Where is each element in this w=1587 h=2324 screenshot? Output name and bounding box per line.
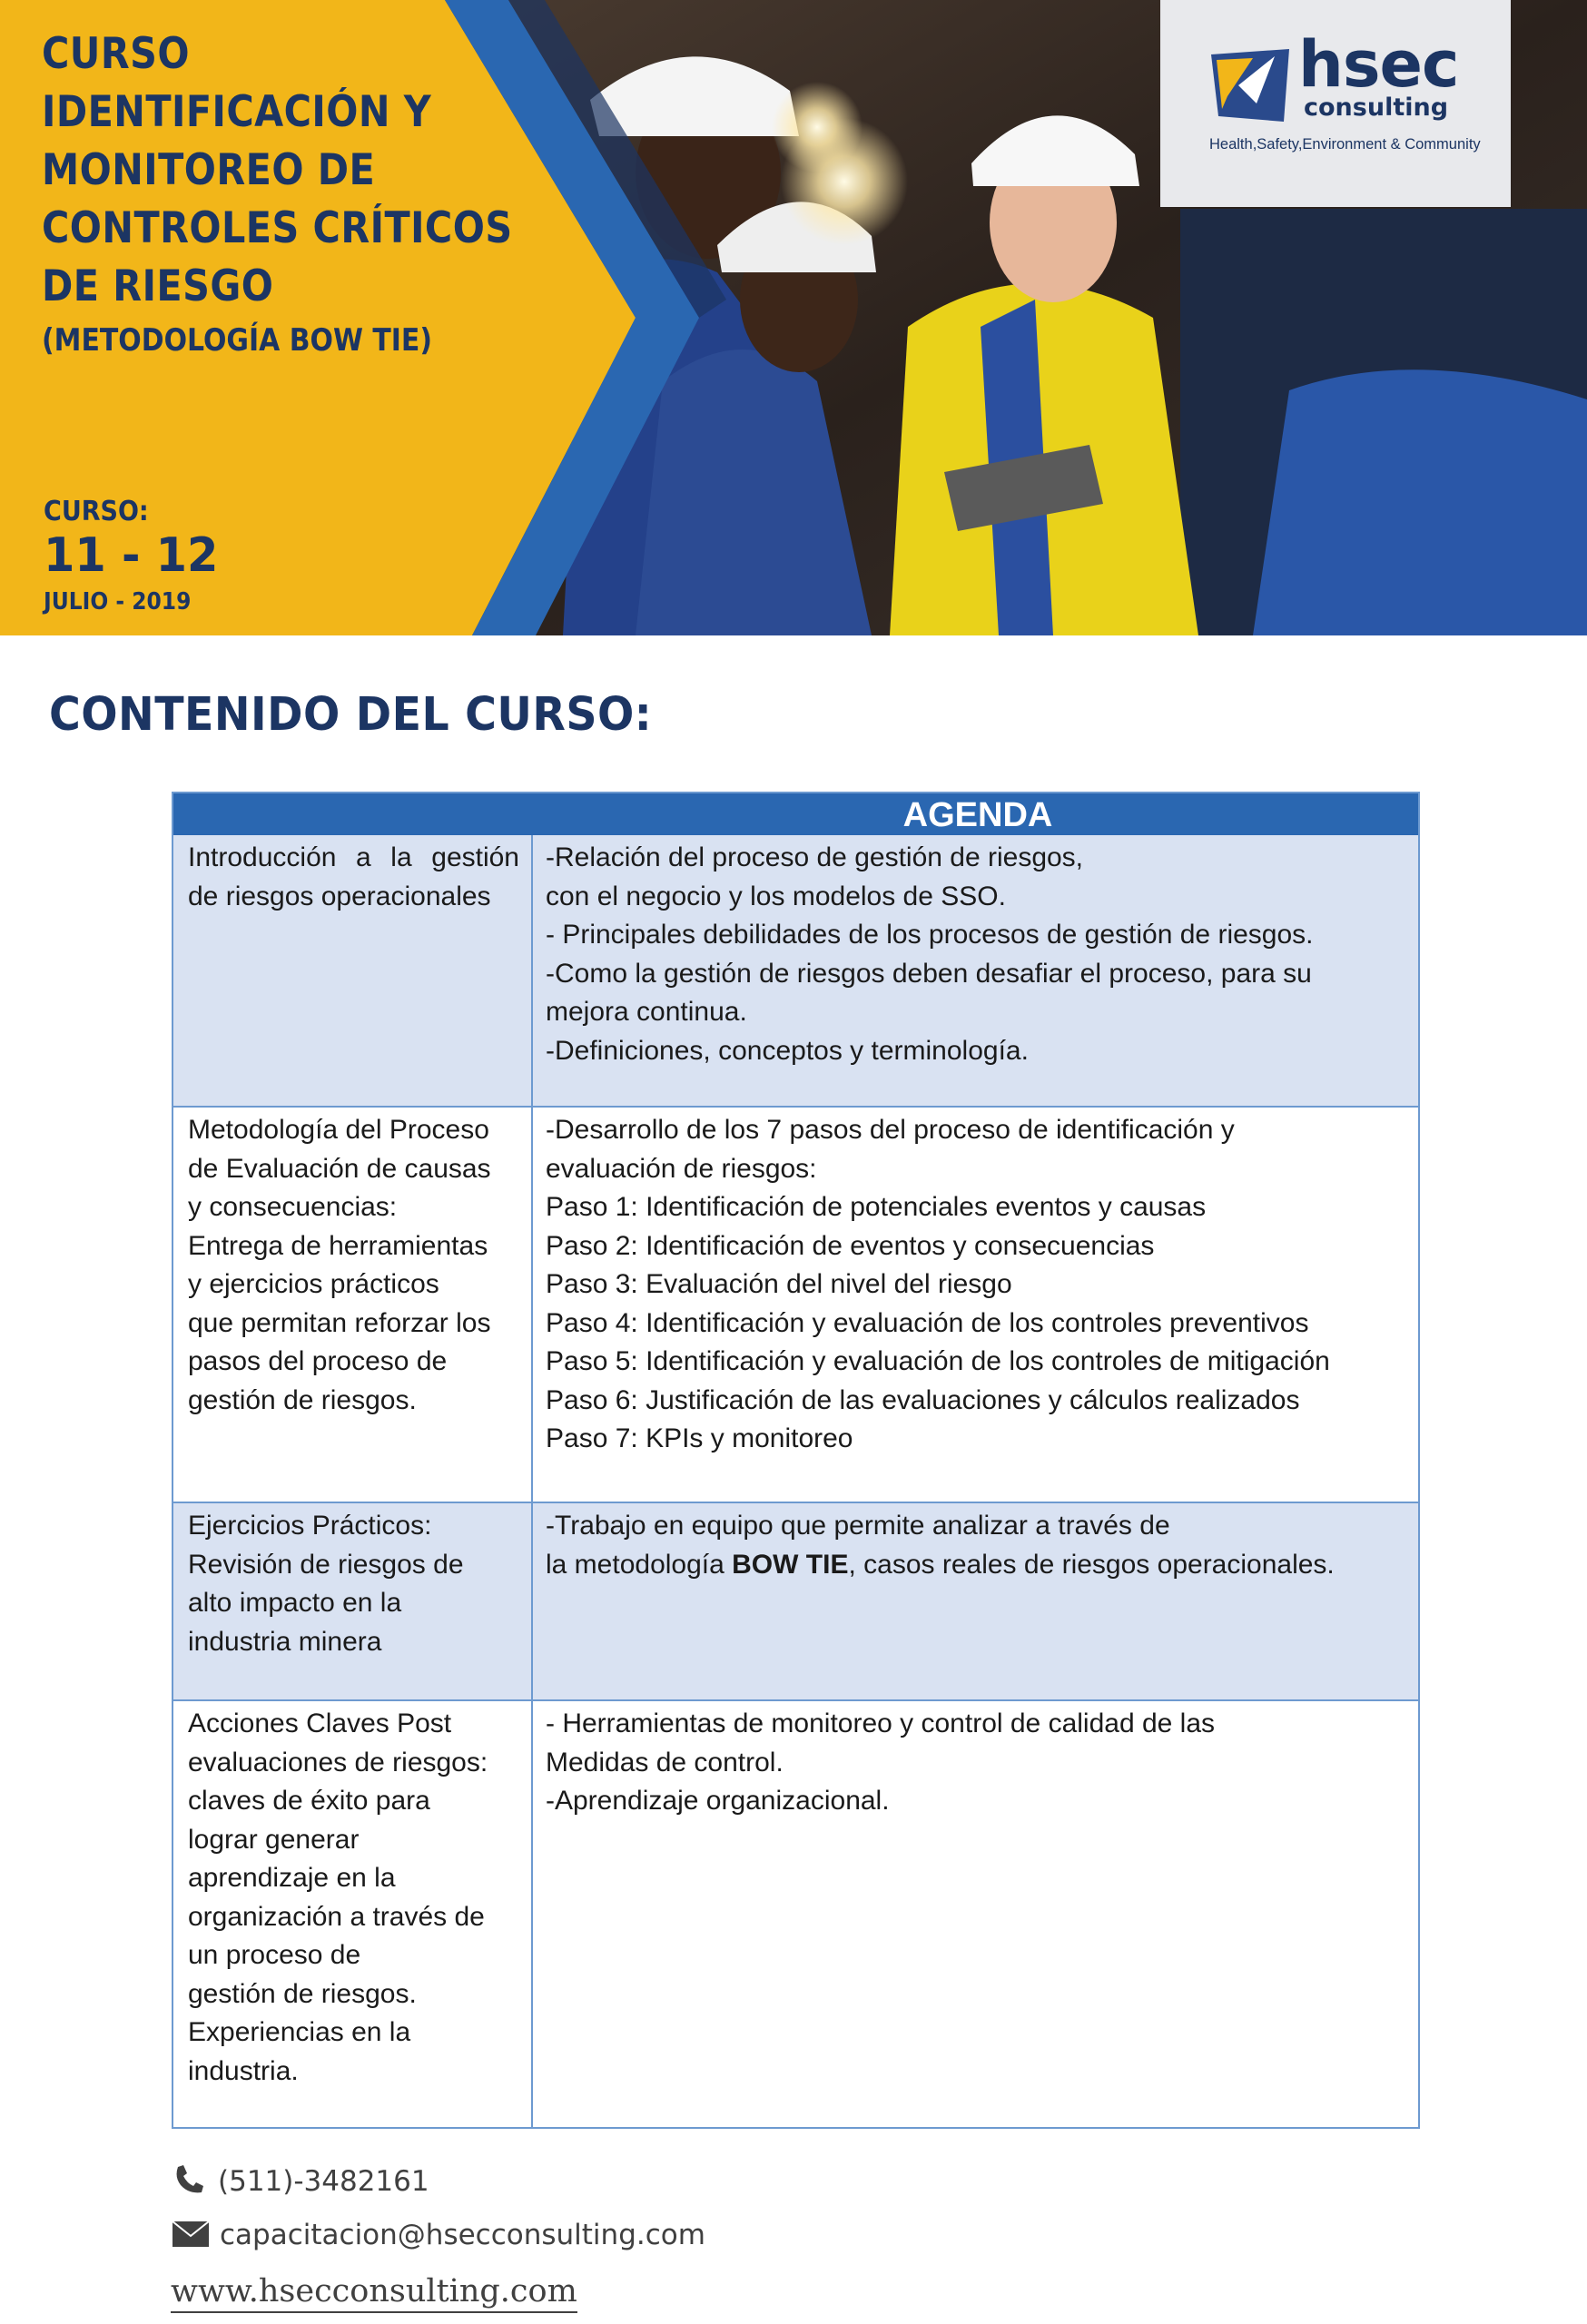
- topic-line: organización a través de: [188, 1901, 485, 1932]
- detail-line: - Principales debilidades de los procesos de gestión de riesgos.: [546, 920, 1314, 950]
- phone-icon: [172, 2163, 205, 2196]
- detail-line: -Aprendizaje organizacional.: [546, 1786, 890, 1816]
- topic-line: aprendizaje en la: [188, 1863, 396, 1893]
- table-row: [173, 1108, 1418, 1502]
- topic-line: lograr generar: [188, 1824, 360, 1855]
- topic-line: Experiencias en la: [188, 2017, 411, 2047]
- course-title: [42, 25, 550, 365]
- table-row: [173, 1701, 1418, 2127]
- topic-line: Entrega de herramientas: [188, 1230, 488, 1261]
- detail-line: Paso 2: Identificación de eventos y consecuencias: [546, 1230, 1155, 1261]
- detail-line: -Desarrollo de los 7 pasos del proceso de identificación y: [546, 1115, 1235, 1145]
- section-title: CONTENIDO DEL CURSO:: [49, 688, 653, 742]
- table-row: [173, 835, 1418, 1106]
- topic-line: de riesgos operacionales: [188, 881, 491, 911]
- detail-text: la metodología: [546, 1549, 733, 1580]
- topic-line: pasos del proceso de: [188, 1346, 448, 1376]
- detail-line: mejora continua.: [546, 997, 747, 1027]
- title-line: MONITOREO DE: [42, 145, 376, 195]
- topic-line: industria minera: [188, 1626, 382, 1657]
- topic-line: gestión de riesgos.: [188, 1978, 417, 2009]
- logo-tagline: Health,Safety,Environment & Community: [1209, 136, 1481, 153]
- hsec-logo-mark: [1211, 49, 1289, 122]
- logo-sub: consulting: [1304, 94, 1449, 122]
- topic-line: alto impacto en la: [188, 1588, 402, 1618]
- detail-line: Medidas de control.: [546, 1747, 784, 1777]
- detail-line: Paso 1: Identificación de potenciales eventos y causas: [546, 1192, 1207, 1222]
- course-month: JULIO - 2019: [44, 588, 192, 615]
- detail-line: -Como la gestión de riesgos deben desafiar el proceso, para su: [546, 958, 1312, 989]
- topic-line: gestión de riesgos.: [188, 1384, 417, 1415]
- topic-line: industria.: [188, 2055, 299, 2086]
- course-days: 11 - 12: [44, 528, 219, 583]
- topic-line: Acciones Claves Post: [188, 1709, 452, 1738]
- header-banner: [0, 0, 1587, 635]
- column-divider: [531, 835, 533, 2127]
- logo-name: hsec: [1298, 27, 1459, 102]
- title-line: IDENTIFICACIÓN Y: [42, 87, 432, 137]
- detail-line: Paso 4: Identificación y evaluación de los controles preventivos: [546, 1307, 1309, 1338]
- topic-line: evaluaciones de riesgos:: [188, 1747, 488, 1777]
- title-line: CURSO: [42, 29, 190, 79]
- row-detail: [546, 1111, 1417, 1459]
- phone-number[interactable]: (511)-3482161: [218, 2165, 429, 2198]
- detail-line: evaluación de riesgos:: [546, 1153, 817, 1184]
- detail-line: Paso 5: Identificación y evaluación de los controles de mitigación: [546, 1346, 1330, 1376]
- topic-line: Ejercicios Prácticos:: [188, 1511, 432, 1541]
- detail-line: -Trabajo en equipo que permite analizar a través de: [546, 1511, 1170, 1541]
- agenda-table: [172, 792, 1420, 2129]
- hsec-logo: [1160, 0, 1511, 207]
- footer-email: [172, 2219, 705, 2251]
- detail-line-mixed: [546, 1546, 1417, 1585]
- website-link[interactable]: www.hsecconsulting.com: [171, 2273, 577, 2313]
- detail-line: Paso 6: Justificación de las evaluaciones y cálculos realizados: [546, 1384, 1300, 1415]
- agenda-header: [173, 793, 1418, 835]
- title-line: DE RIESGO: [42, 261, 274, 311]
- detail-line: -Relación del proceso de gestión de riesgos,: [546, 842, 1084, 872]
- footer-phone: [172, 2163, 429, 2198]
- topic-line: Introducción a la gestión: [188, 842, 519, 872]
- email-link[interactable]: capacitacion@hsecconsulting.com: [220, 2219, 705, 2251]
- topic-line: un proceso de: [188, 1940, 361, 1970]
- topic-line: y ejercicios prácticos: [188, 1269, 439, 1299]
- topic-line: Metodología del Proceso: [188, 1115, 489, 1145]
- detail-line: Paso 3: Evaluación del nivel del riesgo: [546, 1269, 1012, 1299]
- bow-tie-label: BOW TIE: [732, 1549, 849, 1580]
- row-detail: [546, 1507, 1417, 1584]
- agenda-header-label: AGENDA: [902, 796, 1053, 834]
- row-detail: [546, 1705, 1417, 1821]
- row-topic: [188, 1111, 519, 1420]
- topic-line: que permitan reforzar los: [188, 1307, 491, 1338]
- row-topic: [188, 1705, 519, 2091]
- detail-line: con el negocio y los modelos de SSO.: [546, 881, 1006, 911]
- table-row: [173, 1503, 1418, 1699]
- detail-text: , casos reales de riesgos operacionales.: [848, 1549, 1335, 1580]
- topic-line: Revisión de riesgos de: [188, 1549, 464, 1580]
- row-detail: [546, 839, 1417, 1070]
- detail-line: - Herramientas de monitoreo y control de calidad de las: [546, 1709, 1216, 1738]
- topic-line: de Evaluación de causas: [188, 1153, 491, 1184]
- course-subtitle: (METODOLOGÍA BOW TIE): [42, 322, 433, 359]
- title-line: CONTROLES CRÍTICOS: [42, 203, 513, 253]
- topic-line: claves de éxito para: [188, 1786, 430, 1816]
- detail-line: -Definiciones, conceptos y terminología.: [546, 1035, 1029, 1066]
- row-topic: [188, 839, 519, 916]
- row-topic: [188, 1507, 519, 1661]
- topic-line: y consecuencias:: [188, 1192, 398, 1222]
- detail-line: Paso 7: KPIs y monitoreo: [546, 1423, 853, 1453]
- course-label: CURSO:: [44, 496, 149, 527]
- envelope-icon: [172, 2221, 209, 2247]
